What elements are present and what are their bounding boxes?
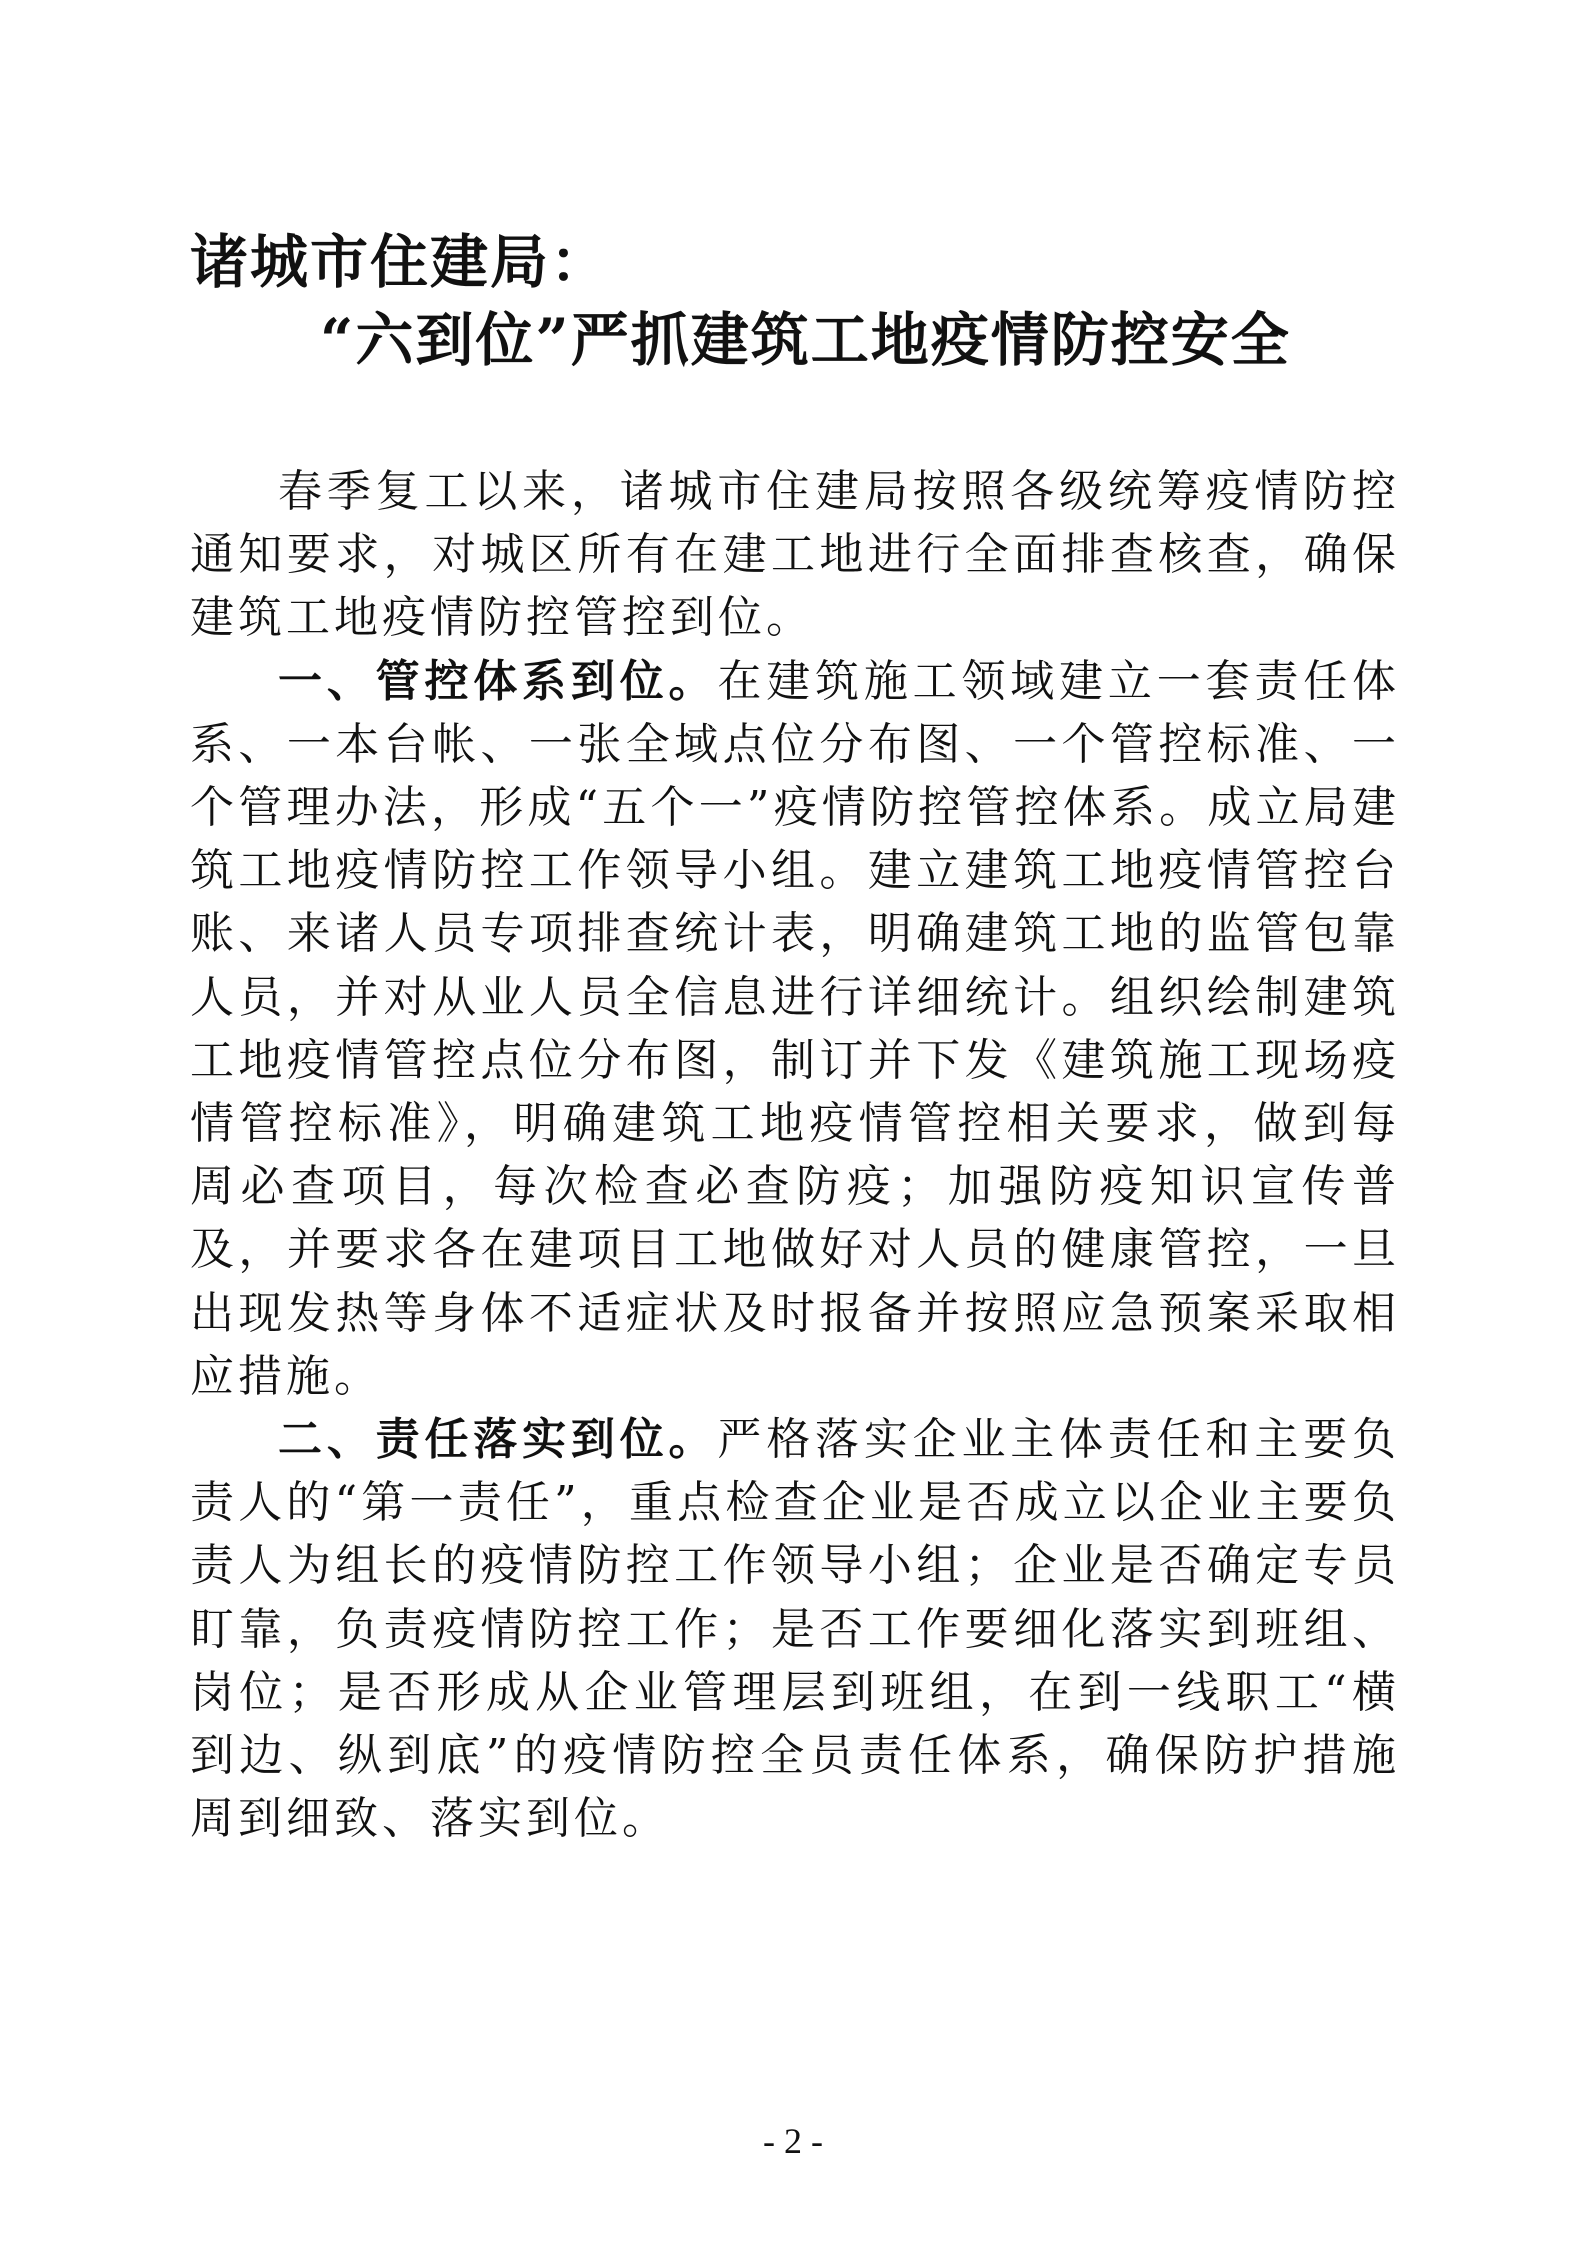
paragraph-section-2 <box>190 1408 1400 1850</box>
document-title-line-2: “六到位”严抓建筑工地疫情防控安全 <box>320 306 1291 374</box>
document-body <box>190 460 1400 1850</box>
document-title-line-1: 诸城市住建局： <box>190 228 611 296</box>
paragraph-section-1 <box>190 650 1400 1408</box>
section-1-text: 在建筑施工领域建立一套责任体系、一本台帐、一张全域点位分布图、一个管控标准、一个管理办法，形成“五个一”疫情防控管控体系。成立局建筑工地疫情防控工作领导小组。建立建筑工地疫情管控台账、来诸人员专项排查统计表，明确建筑工地的监管包靠人员，并对从业人员全信息进行详细统计。组织绘制建筑工地疫情管控点位分布图，制订并下发《建筑施工现场疫情管控标准》，明确建筑工地疫情管控相关要求，做到每周必查项目，每次检查必查防疫；加强防疫知识宣传普及，并要求各在建项目工地做好对人员的健康管控，一旦出现发热等身体不适症状及时报备并按照应急预案采取相应措施。 <box>190 655 1401 1402</box>
section-1-heading: 一、管控体系到位。 <box>278 655 718 707</box>
paragraph-intro <box>190 460 1400 650</box>
section-2-heading: 二、责任落实到位。 <box>278 1414 718 1466</box>
paragraph-intro-text: 春季复工以来，诸城市住建局按照各级统筹疫情防控通知要求，对城区所有在建工地进行全面排查核查，确保建筑工地疫情防控管控到位。 <box>190 466 1400 644</box>
section-2-text: 严格落实企业主体责任和主要负责人的“第一责任”，重点检查企业是否成立以企业主要负责人为组长的疫情防控工作领导小组；企业是否确定专员盯靠，负责疫情防控工作；是否工作要细化落实到班组、岗位；是否形成从企业管理层到班组，在到一线职工“横到边、纵到底”的疫情防控全员责任体系，确保防护措施周到细致、落实到位。 <box>190 1414 1401 1845</box>
page-number: - 2 - <box>763 2121 823 2161</box>
